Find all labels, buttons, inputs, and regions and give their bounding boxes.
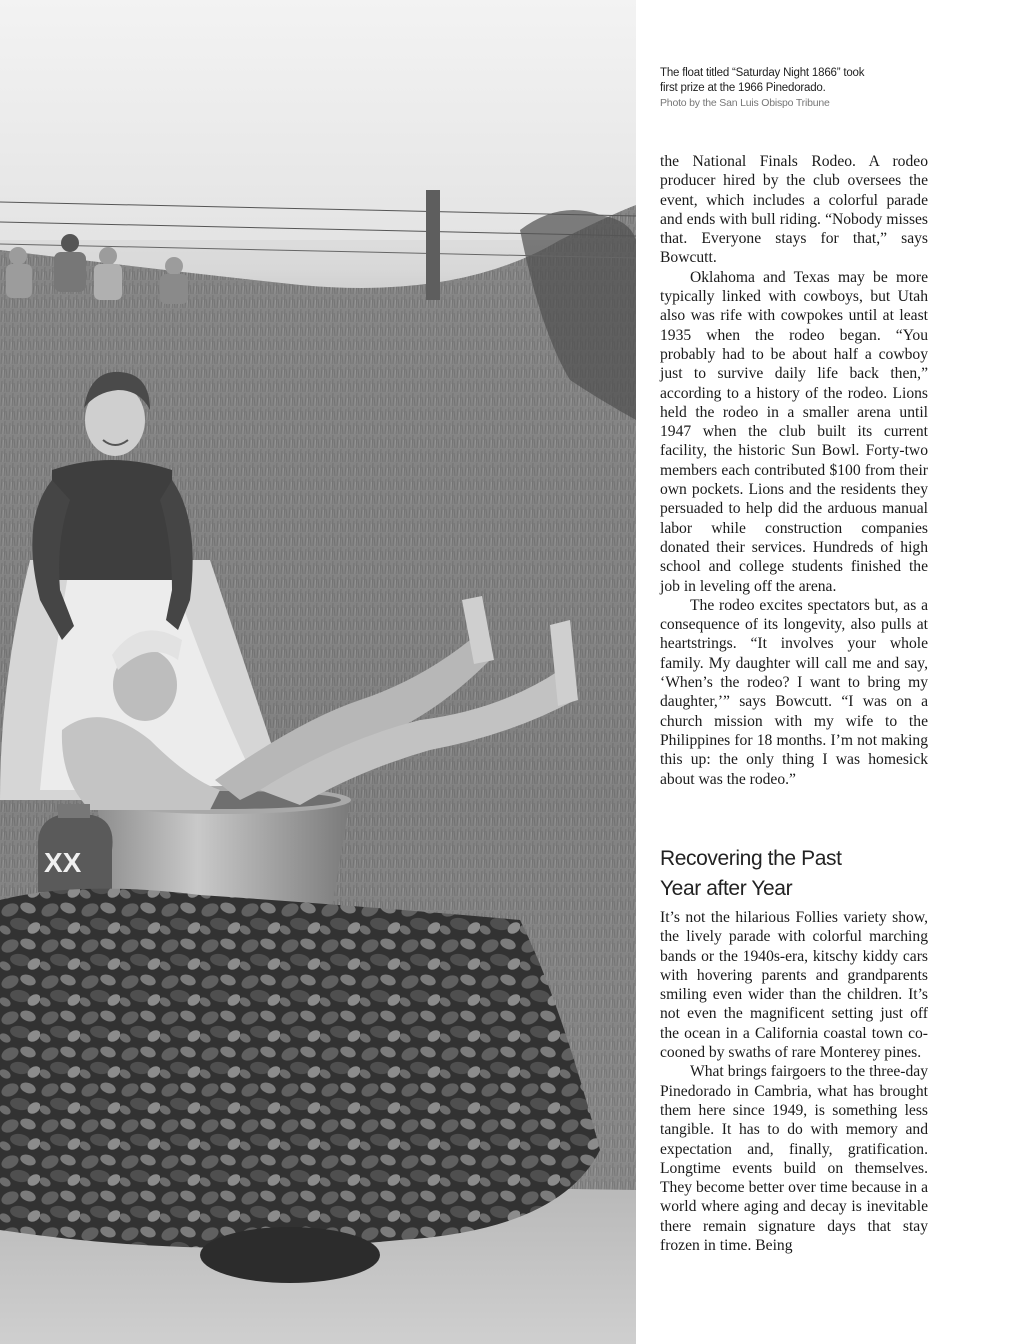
article-paragraph: Oklahoma and Texas may be more typically linked with cowboys, but Utah also was rife with cowpokes until at least 1935 when the rodeo began. “You probably had to be about half a cowboy just to survive daily life back then,” according to a history of the rodeo. Lions held the rodeo in a smaller arena until 1947 when the club built its current facility, the historic Sun Bowl. Forty-two members each contributed $100 from their own pockets. Lions and the residents they persuaded to help did the arduous manual labor while construction companies donated their services. Hundreds of high school and college students finished the job in leveling off the arena. [660,268,928,595]
section-heading-line-2: Year after Year [660,877,793,900]
jug-xx-label: XX [44,847,82,878]
photo-caption [660,66,928,111]
article-paragraph: the National Finals Rodeo. A rodeo producer hired by the club oversees the event, which includes a colorful parade and ends with bull riding. “Nobody misses that. Everyone stays for that,” says Bowcutt. [660,153,928,267]
article-body-bottom [660,908,928,1255]
section-heading [660,844,928,904]
photo-credit: Photo by the San Luis Obispo Tribune [660,97,830,109]
caption-line-2: first prize at the 1966 Pinedorado. [660,82,826,94]
section-heading-line-1: Recovering the Past [660,847,842,870]
article-paragraph: What brings fairgoers to the three-day Pinedorado in Cambria, what has brought them here since 1949, is something less tangible. It has to do with memory and expectation and, finally, gratification. Longtime events build on themselves. They become better over time because in a world where aging and decay is inevitable there remain signature days that stay frozen in time. Being [660,1063,928,1255]
caption-line-1: The float titled “Saturday Night 1866” took [660,67,865,79]
article-body-top [660,152,928,789]
article-paragraph: It’s not the hilarious Follies variety show, the lively parade with colorful marching bands or the 1940s-era, kitschy kiddy cars with hovering parents and grandparents smiling even wider than the children. It’s not even the magnificent setting just off the ocean in a California coastal town cocooned by swaths of rare Monterey pines. [660,909,928,1062]
article-paragraph: The rodeo excites spectators but, as a consequence of its longevity, also pulls at heartstrings. “It involves your whole family. My daughter will call me and say, ‘When’s the rodeo? I want to bring my daughter,’” says Bowcutt. “I was on a church mission with my wife to the Philippines for 18 months. I’m not making this up: the only thing I was homesick about was the rodeo.” [660,596,928,788]
